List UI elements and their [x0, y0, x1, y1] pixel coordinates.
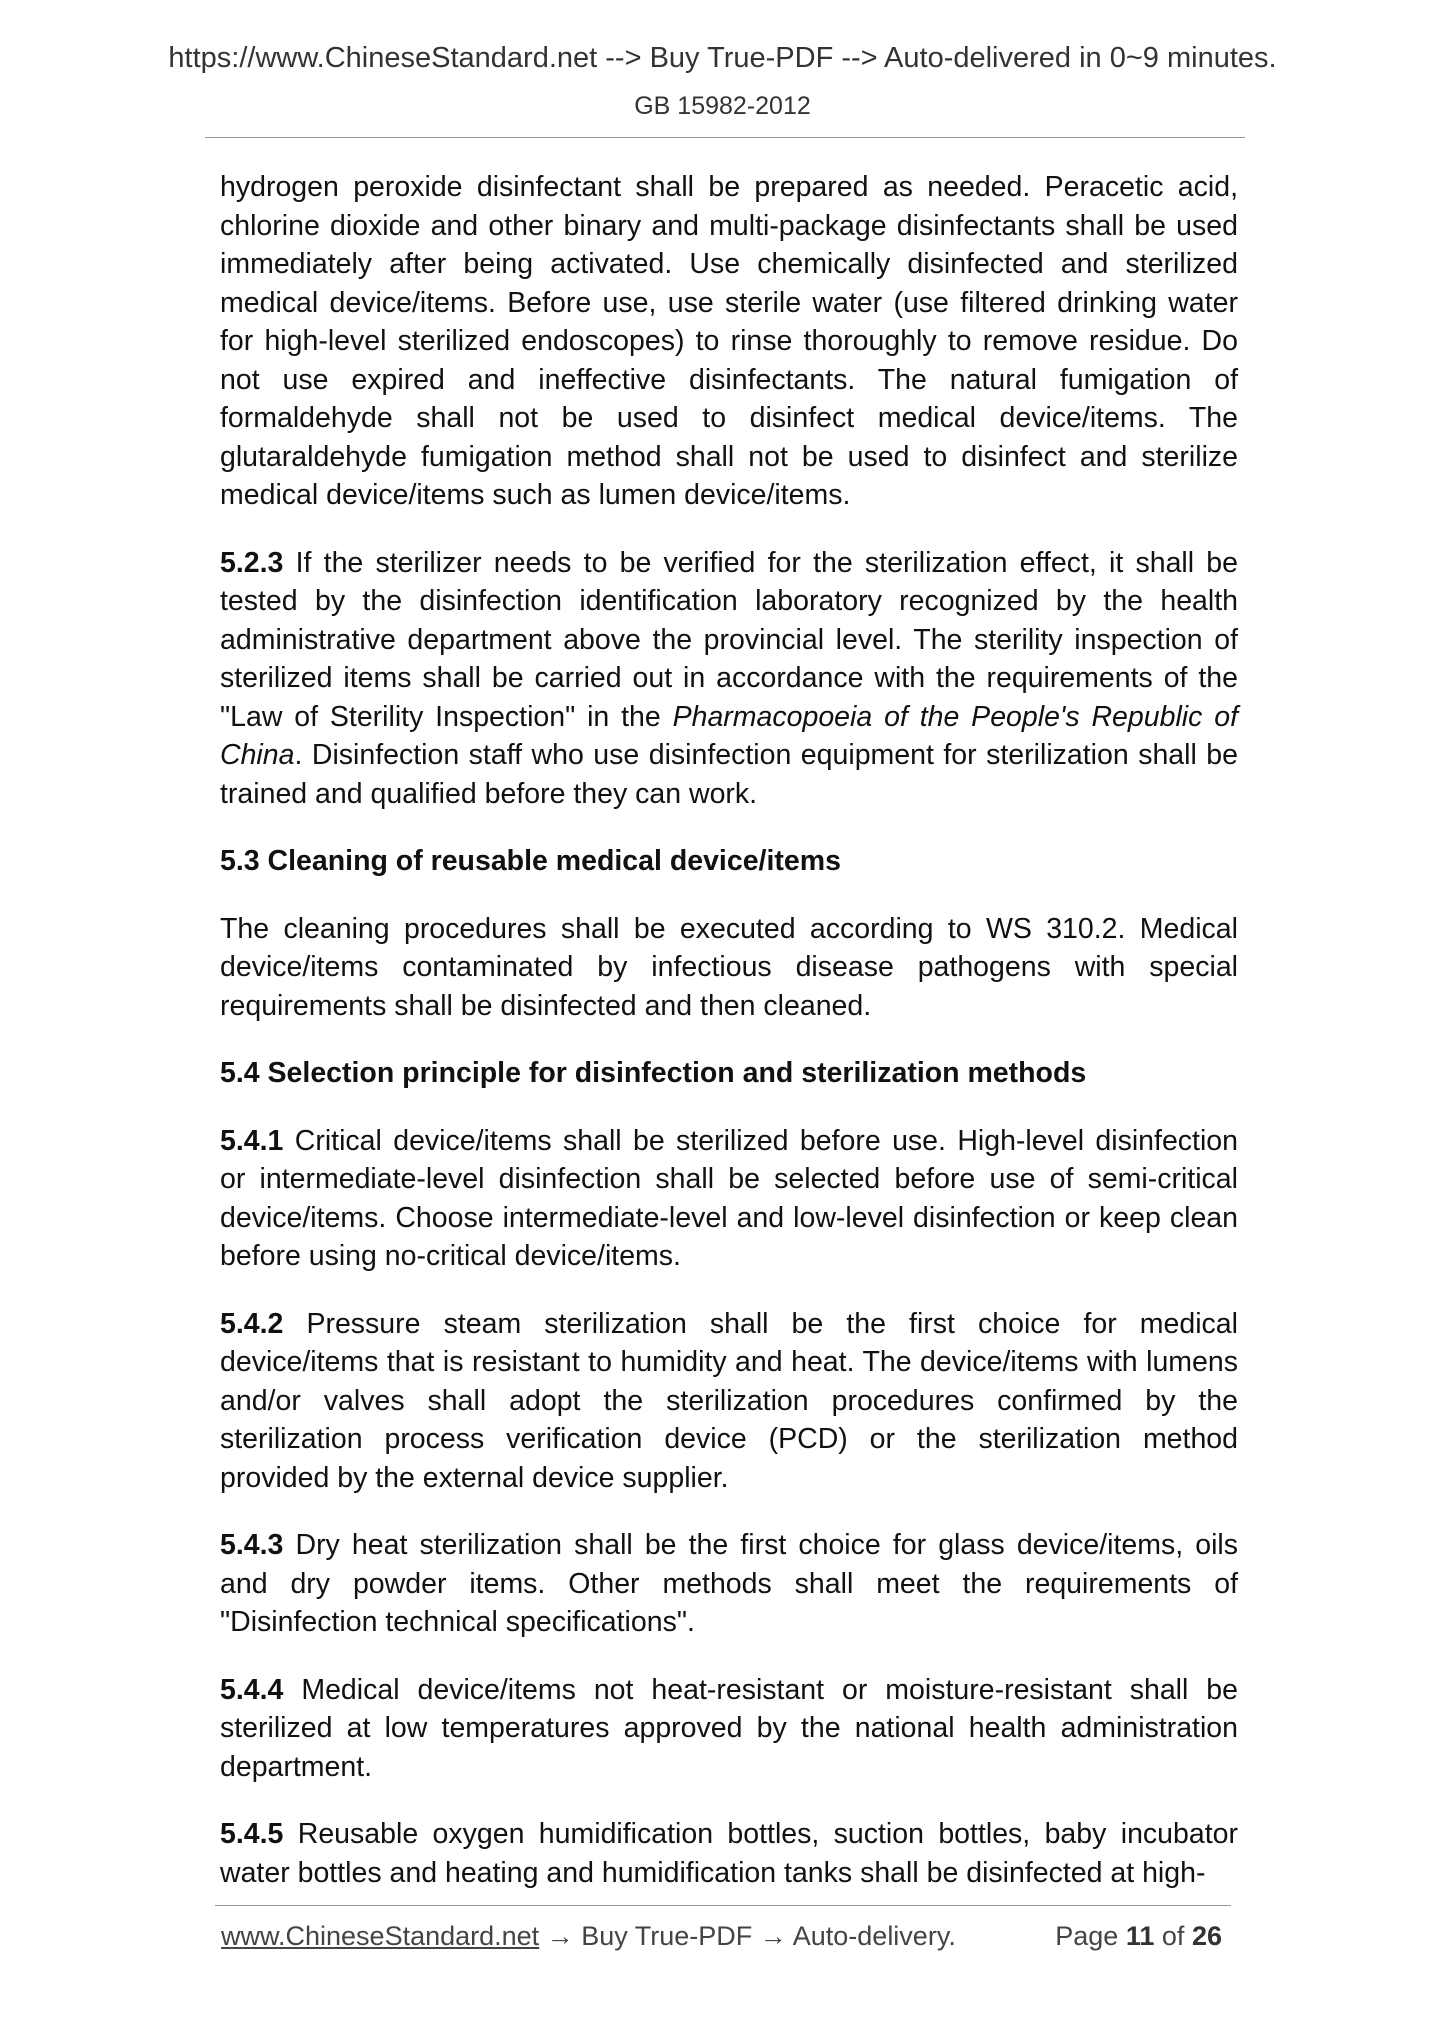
document-body: [220, 168, 1238, 1921]
paragraph-5-3: The cleaning procedures shall be executed according to WS 310.2. Medical device/items contaminated by infectious disease pathogens with special requirements shall be disinfected and then cleaned.: [220, 912, 1238, 1022]
page-indicator: [1055, 1921, 1222, 1952]
paragraph-intro: hydrogen peroxide disinfectant shall be prepared as needed. Peracetic acid, chlorine dioxide and other binary and multi-package disinfectants shall be used immediately after being activated. Use chemically disinfected and sterilized medical device/items. Before use, use sterile water (use filtered drinking water for high-level sterilized endoscopes) to rinse thoroughly to remove residue. Do not use expired and ineffective disinfectants. The natural fumigation of formaldehyde shall not be used to disinfect medical device/items. The glutaraldehyde fumigation method shall not be used to disinfect and sterilize medical device/items such as lumen device/items.: [220, 171, 1238, 511]
clause-number: 5.4.1: [220, 1124, 284, 1157]
clause-number: 5.4.4: [220, 1673, 284, 1706]
clause-number: 5.4.3: [220, 1529, 284, 1561]
clause-text: Pressure steam sterilization shall be the first choice for medical device/items that is resistant to humidity and heat. The device/items with lumens and/or valves shall adopt the sterilization procedures confirmed by the sterilization process verification device (PCD) or the sterilization method provided by the external device supplier.: [220, 1307, 1238, 1494]
pharmacopoeia-title: Pharmacopoeia of the People's Republic of China: [220, 700, 1238, 771]
clause-text: If the sterilizer needs to be verified for the sterilization effect, it shall be tested by the disinfection identification laboratory recognized by the health administrative department above the provincial level. The sterility inspection of sterilized items shall be carried out in accordance with the requirements of the "Law of Sterility Inspection" in the: [220, 546, 1238, 733]
clause-5-2-3: [220, 544, 1238, 814]
clause-number: 5.4.5: [220, 1818, 284, 1850]
header-divider: [205, 137, 1245, 138]
footer-site-link[interactable]: www.ChineseStandard.net: [221, 1921, 540, 1951]
clause-text-cont: . Disinfection staff who use disinfection equipment for sterilization shall be trained and qualified before they can work.: [220, 739, 1238, 810]
current-page-number: 11: [1125, 1921, 1155, 1951]
page-label: Page: [1055, 1921, 1119, 1951]
header-banner: https://www.ChineseStandard.net --> Buy True-PDF --> Auto-delivered in 0~9 minutes.: [168, 42, 1277, 74]
footer-promo: [221, 1921, 956, 1952]
clause-text: Medical device/items not heat-resistant or moisture-resistant shall be sterilized at low temperatures approved by the national health administration department.: [220, 1673, 1238, 1783]
clause-number: 5.4.2: [220, 1307, 284, 1340]
clause-text: Reusable oxygen humidification bottles, suction bottles, baby incubator water bottles and heating and humidification tanks shall be disinfected at high-: [220, 1818, 1238, 1889]
clause-5-4-5: [220, 1815, 1238, 1892]
clause-number: 5.2.3: [220, 546, 284, 579]
clause-5-4-4: [220, 1671, 1238, 1787]
clause-5-4-2: [220, 1305, 1238, 1498]
clause-text: Critical device/items shall be sterilized before use. High-level disinfection or intermediate-level disinfection shall be selected before use of semi-critical device/items. Choose intermediate-level and low-level disinfection or keep clean before using no-critical device/items.: [220, 1124, 1238, 1272]
section-heading-5-4: 5.4 Selection principle for disinfection and sterilization methods: [220, 1057, 1087, 1089]
standard-number: GB 15982-2012: [634, 92, 811, 120]
footer-promo-text: → Buy True-PDF → Auto-delivery.: [539, 1921, 956, 1951]
clause-5-4-3: [220, 1526, 1238, 1642]
total-pages-number: 26: [1191, 1921, 1222, 1951]
clause-text: Dry heat sterilization shall be the first choice for glass device/items, oils and dry powder items. Other methods shall meet the requirements of "Disinfection technical specifications".: [220, 1529, 1238, 1638]
clause-5-4-1: [220, 1122, 1238, 1276]
of-label: of: [1161, 1921, 1185, 1951]
footer-divider: [215, 1905, 1231, 1906]
section-heading-5-3: 5.3 Cleaning of reusable medical device/items: [220, 845, 841, 877]
